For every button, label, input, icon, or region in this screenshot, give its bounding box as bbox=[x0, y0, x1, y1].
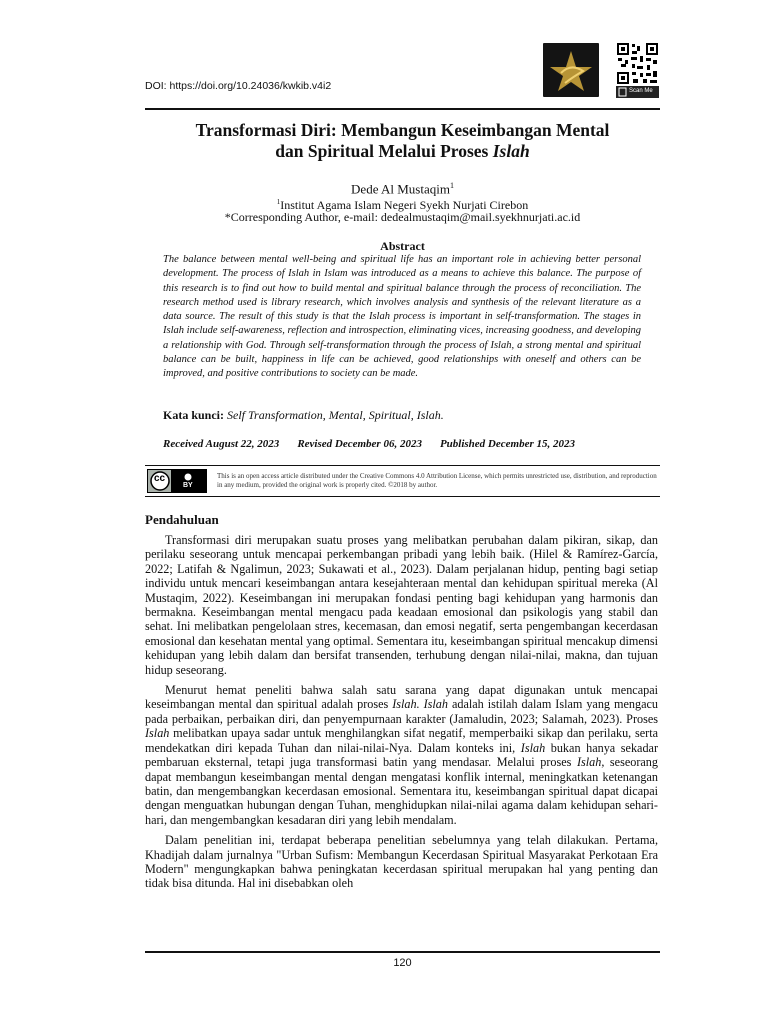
paragraph-3: Dalam penelitian ini, terdapat beberapa penelitian sebelumnya yang telah dilakukan. Pertama, Khadijah dalam jurnalnya "Urban Sufism: Membangun Kecerdasan Spiritual Masyarakat Perkotaan Era Modern" mengungkapkan bahwa peningkatan kecerdasan spiritual merupakan hal yang penting dan tidak bisa ditunda. Hal ini disebabkan oleh bbox=[145, 833, 658, 891]
license-rule-bottom bbox=[145, 496, 660, 497]
qr-caption: Scan Me bbox=[629, 88, 653, 94]
doi-link[interactable]: DOI: https://doi.org/10.24036/kwkib.v4i2 bbox=[145, 80, 332, 92]
abstract-text: The balance between mental well-being and spiritual life has an important role in achieving better personal development. The process of Islah in Islam was introduced as a means to achieve this balance. The purpose of this research is to find out how to build mental and spiritual balance through the process of reconciliation. The research method used is library research, which involves analysis and synthesis of the relevant literature as a data source. The result of this study is that the Islah process is important in self-transformation. The stages in Islah include self-awareness, reflection and introspection, eliminating vices, increasing goodness, and developing a relationship with God. Through self-transformation through the process of Islah, a strong mental and spiritual balance can be built, happiness in life can be achieved, good relationships with oneself and others can be improved, and positive contributions to society can be made. bbox=[163, 254, 641, 380]
author-affiliation: $^1$Institut Agama Islam Negeri Syekh Nurjati Cirebon bbox=[276, 198, 529, 212]
license-text: This is an open access article distributed under the Creative Commons 4.0 Attribution License, which permits unrestricted use, distribution, and reproduction in any medium, provided the original work is properly cited. ©2018 by author. bbox=[217, 472, 657, 489]
section-heading-pendahuluan: Pendahuluan bbox=[145, 512, 219, 527]
cc-badge-by: BY bbox=[183, 482, 193, 489]
keywords-label: Kata kunci: bbox=[163, 408, 225, 422]
title-italic-islah: Islah bbox=[492, 141, 530, 161]
keywords bbox=[163, 408, 641, 423]
abstract-heading: Abstract bbox=[380, 239, 425, 253]
paragraph-2: Menurut hemat peneliti bahwa salah satu sarana yang dapat digunakan untuk mencapai keseimbangan mental dan spiritual adalah proses Islah. Islah adalah istilah dalam Islam yang mengacu pada perbaikan, perbaikan diri, dan penyempurnaan karakter (Jamaludin, 2023; Salamah, 2023). Proses Islah melibatkan upaya sadar untuk menghilangkan sifat negatif, memperbaiki sikap dan perilaku, serta mendekatkan diri kepada Tuhan dan nilai-nilai-Nya. Dalam konteks ini, Islah bukan hanya sekadar pembaruan eksternal, tetapi juga transformasi batin yang mendasar. Melalui proses Islah, seseorang dapat membangun keseimbangan mental dengan mengatasi konflik internal, meningkatkan ketenangan batin, dan mengembangkan kecerdasan emosional. Sementara itu, keseimbangan spiritual dapat dicapai dengan menguatkan hubungan dengan Tuhan, menghidupkan nilai-nilai agama dalam kehidupan sehari-hari, dan mengembangkan kesadaran diri yang lebih mendalam. bbox=[145, 683, 659, 827]
paragraph-1: Transformasi diri merupakan suatu proses yang melibatkan perubahan dalam pikiran, sikap, dan perilaku seseorang untuk mencapai perkembangan pribadi yang lebih baik. (Hilel & Ramírez-García, 2022; Latifah & Ngalimun, 2023; Sukawati et al., 2023). Dalam perjalanan hidup, penting bagi setiap individu untuk mencari keseimbangan antara kesejahteraan mental dan kehidupan spiritual mereka (Al Mustaqim, 2022). Keseimbangan ini merupakan fondasi penting bagi kehidupan yang harmonis dan bermakna. Keseimbangan mental mengacu pada keadaan emosional dan psikologis yang stabil dan sehat. Ini melibatkan pengelolaan stres, kecemasan, dan emosi negatif, serta pengembangan kecerdasan emosional dan kesehatan mental yang optimal. Sementara itu, keseimbangan spiritual mencakup dimensi kehidupan yang lebih dalam dan bersifat transenden, terhubung dengan nilai-nilai, makna, dan tujuan hidup seseorang. bbox=[145, 533, 658, 677]
license-rule-top bbox=[145, 465, 660, 466]
cc-badge-text: cc bbox=[154, 473, 166, 484]
corresponding-author: *Corresponding Author, e-mail: dedealmustaqim@mail.syekhnurjati.ac.id bbox=[224, 210, 581, 224]
date-received: Received August 22, 2023 bbox=[163, 438, 280, 450]
header-rule bbox=[145, 108, 660, 110]
article-title bbox=[145, 120, 660, 162]
date-published: Published December 15, 2023 bbox=[439, 438, 575, 450]
article-dates bbox=[163, 438, 641, 450]
journal-logo bbox=[543, 43, 599, 97]
qr-code bbox=[616, 42, 659, 98]
date-revised: Revised December 06, 2023 bbox=[297, 438, 422, 450]
body-text bbox=[145, 533, 658, 897]
footer-rule bbox=[145, 951, 660, 953]
author-name: Dede Al Mustaqim$^1$ bbox=[351, 181, 454, 197]
title-line-2: dan Spiritual Melalui Proses Islah bbox=[275, 141, 530, 161]
title-line-1: Transformasi Diri: Membangun Keseimbangan Mental bbox=[195, 120, 610, 140]
keywords-value: Self Transformation, Mental, Spiritual, Islah. bbox=[227, 408, 444, 422]
page-number: 120 bbox=[393, 957, 412, 969]
cc-by-license-icon[interactable] bbox=[147, 469, 207, 493]
